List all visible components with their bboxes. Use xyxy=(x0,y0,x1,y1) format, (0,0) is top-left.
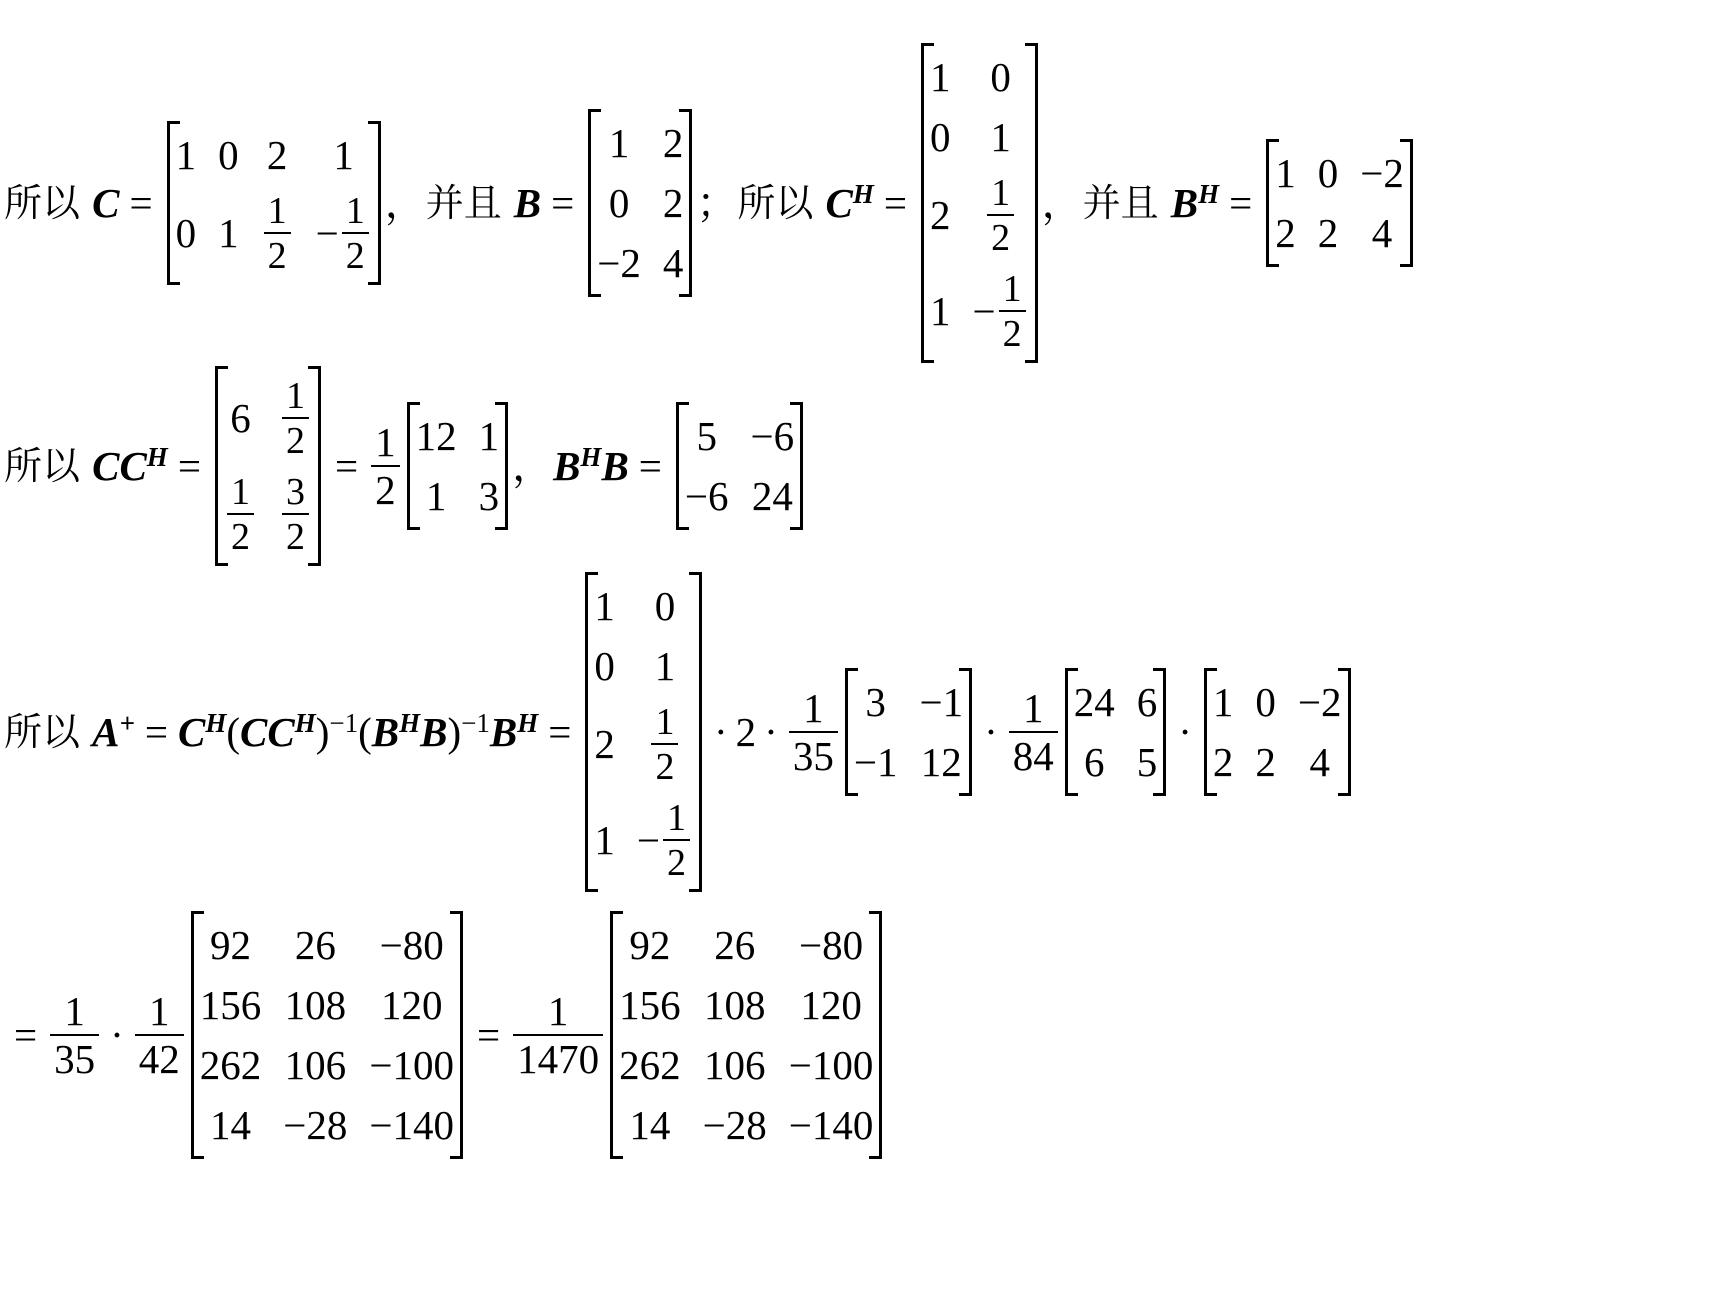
matrix-cell xyxy=(1309,738,1330,785)
minus-sign: − xyxy=(972,287,996,334)
superscript: H xyxy=(399,707,421,738)
matrix-cell xyxy=(478,412,500,459)
matrix-cell xyxy=(279,470,312,558)
matrix-cell xyxy=(662,239,684,286)
matrix-cell xyxy=(230,394,251,441)
matrix-cell xyxy=(1275,149,1296,196)
matrix-cell xyxy=(379,921,444,968)
numerator: 3 xyxy=(285,470,305,513)
matrix-entry: 12 xyxy=(415,412,457,459)
matrix-entry: 2 xyxy=(594,720,615,767)
matrix-cell xyxy=(1297,678,1342,725)
minus-sign: − xyxy=(636,816,661,863)
matrix-cell xyxy=(1212,738,1234,785)
superscript: H xyxy=(294,707,316,738)
matrix-cell xyxy=(1255,738,1276,785)
variable: $B^H$ xyxy=(489,707,539,755)
equals-sign: = xyxy=(548,708,572,755)
matrix-entry: 1 xyxy=(594,816,615,863)
matrix-cell xyxy=(619,981,681,1028)
matrix-entry: −80 xyxy=(379,921,444,968)
matrix-cell xyxy=(990,53,1011,100)
variable: $B^H$ xyxy=(371,707,421,755)
dot-operator: · xyxy=(110,1011,124,1058)
matrix-entry: 1 xyxy=(594,582,615,629)
matrix-cell xyxy=(703,981,766,1028)
denominator: 1470 xyxy=(513,1034,603,1080)
matrix-entry: 24 xyxy=(1073,678,1115,725)
matrix-cell xyxy=(984,171,1017,259)
matrix-entry: 14 xyxy=(210,1101,252,1148)
denominator: 2 xyxy=(371,465,400,511)
equals-sign: = xyxy=(144,708,168,755)
matrix-cell xyxy=(990,113,1011,160)
numerator: 1 xyxy=(375,418,396,465)
matrix-cell xyxy=(930,113,951,160)
symbol: ， xyxy=(1041,179,1083,226)
matrix xyxy=(1266,139,1413,267)
matrix-cell xyxy=(199,1041,262,1088)
matrix-cell xyxy=(619,1041,681,1088)
matrix-entry: 26 xyxy=(294,921,336,968)
matrix-entry: 156 xyxy=(199,981,262,1028)
matrix-entry: −28 xyxy=(283,1101,348,1148)
matrix-entry: −140 xyxy=(369,1101,455,1148)
matrix-cell xyxy=(210,1101,252,1148)
matrix-entry: 1 xyxy=(175,131,197,178)
equation-line-matrices-c-b xyxy=(4,53,1417,355)
matrix-cell xyxy=(648,700,681,788)
matrix-cell xyxy=(218,209,239,256)
matrix-cell xyxy=(218,131,239,178)
matrix-cell xyxy=(751,472,793,519)
superscript: −1 xyxy=(461,707,490,738)
dot-operator: · xyxy=(1178,708,1192,755)
numerator: 1 xyxy=(285,374,305,417)
denominator: 2 xyxy=(264,232,291,275)
superscript: −1 xyxy=(329,707,359,738)
matrix-entry: 2 xyxy=(266,131,288,178)
matrix-entry: 24 xyxy=(751,472,793,519)
fraction xyxy=(510,987,606,1082)
matrix-cell xyxy=(788,1101,874,1148)
matrix-entry: 92 xyxy=(629,921,671,968)
matrix-entry: −6 xyxy=(750,412,795,459)
matrix-entry: 1 xyxy=(930,53,951,100)
matrix-cell xyxy=(1073,678,1115,725)
symbol: ( xyxy=(226,708,240,755)
dot-operator: · xyxy=(764,708,778,755)
numerator: 1 xyxy=(667,796,687,839)
matrix-entry: −1 xyxy=(853,738,898,785)
matrix-entry: 2 xyxy=(1212,738,1234,785)
matrix-cell xyxy=(597,239,641,286)
matrix-entry: 1 xyxy=(478,412,500,459)
dot-operator: · xyxy=(714,708,728,755)
matrix-entry: 1 xyxy=(608,119,630,166)
matrix-entry: 120 xyxy=(380,981,443,1028)
matrix-entry: −2 xyxy=(1360,149,1404,196)
matrix-entry: 2 xyxy=(1255,738,1276,785)
matrix xyxy=(215,366,321,566)
matrix xyxy=(610,911,882,1159)
numerator: 1 xyxy=(267,189,287,232)
denominator: 2 xyxy=(282,417,309,460)
matrix-cell xyxy=(266,131,288,178)
matrix xyxy=(845,668,972,796)
matrix-cell xyxy=(930,53,951,100)
matrix xyxy=(167,121,381,285)
matrix-entry: 12 xyxy=(920,738,962,785)
matrix-cell xyxy=(1083,738,1105,785)
matrix xyxy=(1065,668,1167,796)
variable: $CC^H$ xyxy=(92,441,168,489)
equals-sign: = xyxy=(334,442,359,489)
matrix-entry: 262 xyxy=(619,1041,681,1088)
matrix xyxy=(1204,668,1351,796)
matrix-entry: 0 xyxy=(990,53,1011,100)
matrix-cell xyxy=(1255,678,1276,725)
matrix-cell xyxy=(283,1101,348,1148)
matrix-entry: 106 xyxy=(284,1041,347,1088)
matrix-cell xyxy=(799,921,864,968)
matrix-entry: 108 xyxy=(703,981,766,1028)
matrix-cell xyxy=(425,472,447,519)
superscript: + xyxy=(119,707,135,738)
label-text: 所以 xyxy=(4,181,93,225)
matrix-entry: 262 xyxy=(199,1041,262,1088)
matrix-entry: 6 xyxy=(230,394,251,441)
numerator: 1 xyxy=(547,987,569,1034)
numerator: 1 xyxy=(1002,267,1022,310)
matrix-cell xyxy=(654,642,676,689)
matrix-entry: 0 xyxy=(1317,149,1339,196)
matrix-cell xyxy=(478,472,500,519)
matrix-entry: 1 xyxy=(930,287,951,334)
matrix xyxy=(921,43,1038,363)
matrix-cell xyxy=(608,119,630,166)
symbol: )$^{-1}$ xyxy=(315,707,359,755)
numerator: 1 xyxy=(991,171,1011,214)
matrix-entry: 0 xyxy=(218,131,239,178)
matrix-entry: 26 xyxy=(714,921,756,968)
equation-line-products xyxy=(4,374,807,558)
matrix-entry: 108 xyxy=(284,981,347,1028)
matrix-cell xyxy=(629,1101,671,1148)
numerator: 1 xyxy=(230,470,250,513)
matrix-cell xyxy=(369,1101,455,1148)
matrix-cell xyxy=(930,191,951,238)
matrix-cell xyxy=(594,582,615,629)
matrix-cell xyxy=(703,1041,766,1088)
denominator: 2 xyxy=(227,513,254,556)
matrix-entry: 3 xyxy=(865,678,886,725)
superscript: H xyxy=(205,707,227,738)
matrix-entry: 0 xyxy=(1255,678,1276,725)
matrix-entry: −6 xyxy=(684,472,729,519)
variable: B xyxy=(601,442,629,489)
matrix-cell xyxy=(380,981,443,1028)
denominator: 42 xyxy=(135,1034,184,1080)
matrix-entry: −80 xyxy=(799,921,864,968)
matrix-cell xyxy=(1212,678,1234,725)
numerator: 1 xyxy=(64,987,85,1034)
matrix-cell xyxy=(261,189,294,277)
matrix xyxy=(585,572,702,892)
denominator: 84 xyxy=(1009,731,1058,777)
fraction xyxy=(648,700,681,788)
matrix-cell xyxy=(714,921,756,968)
matrix-entry: 1 xyxy=(425,472,447,519)
variable: B xyxy=(420,708,448,755)
superscript: H xyxy=(146,441,168,472)
matrix-cell xyxy=(662,119,684,166)
symbol: )$^{-1}$ xyxy=(447,707,490,755)
matrix-cell xyxy=(284,981,347,1028)
matrix-entry: −28 xyxy=(702,1101,767,1148)
symbol: 2 xyxy=(735,708,757,755)
label-text: 所以 xyxy=(737,181,826,225)
matrix-entry: 1 xyxy=(990,113,1011,160)
matrix-entry: −2 xyxy=(1297,678,1342,725)
fraction xyxy=(984,171,1017,259)
equation-line-pseudoinverse xyxy=(4,582,1355,884)
matrix-entry: 0 xyxy=(608,179,630,226)
equals-sign: = xyxy=(638,442,662,489)
matrix-entry: 5 xyxy=(1136,738,1158,785)
matrix-entry: 4 xyxy=(1309,738,1330,785)
equation-line-result xyxy=(4,910,886,1160)
superscript: H xyxy=(1198,178,1220,209)
matrix-cell xyxy=(279,374,312,462)
matrix-entry: −2 xyxy=(597,239,641,286)
matrix-entry: 0 xyxy=(930,113,951,160)
label-text: 所以 xyxy=(4,444,93,488)
matrix-cell xyxy=(1317,149,1339,196)
matrix-entry: −140 xyxy=(788,1101,874,1148)
numerator: 1 xyxy=(803,684,824,731)
fraction xyxy=(368,418,403,513)
matrix-entry: 14 xyxy=(629,1101,671,1148)
numerator: 1 xyxy=(1022,684,1044,731)
variable: $CC^H$ xyxy=(240,707,316,755)
matrix-entry: 120 xyxy=(800,981,862,1028)
matrix-entry: 4 xyxy=(1371,209,1393,256)
fraction xyxy=(279,374,312,462)
matrix-entry: 2 xyxy=(930,191,951,238)
matrix-cell xyxy=(294,921,336,968)
matrix-cell xyxy=(696,412,717,459)
denominator: 2 xyxy=(987,214,1014,257)
variable: $C^H$ xyxy=(177,707,227,755)
variable: $B^H$ xyxy=(1170,178,1220,226)
equals-sign: = xyxy=(14,1011,38,1058)
matrix-cell xyxy=(629,921,671,968)
matrix xyxy=(191,911,463,1159)
matrix-cell xyxy=(415,412,457,459)
matrix-cell xyxy=(594,816,615,863)
matrix-cell xyxy=(920,738,962,785)
matrix-entry: 1 xyxy=(1275,149,1296,196)
variable: C xyxy=(92,179,120,226)
variable: B xyxy=(513,179,542,226)
matrix-cell xyxy=(919,678,964,725)
matrix-entry: 6 xyxy=(1083,738,1105,785)
matrix-cell xyxy=(1317,209,1339,256)
matrix-entry: 5 xyxy=(696,412,717,459)
matrix-entry: 0 xyxy=(175,209,197,256)
equals-sign: = xyxy=(883,179,907,226)
matrix-cell xyxy=(315,189,372,277)
superscript: H xyxy=(517,707,539,738)
fraction xyxy=(786,684,841,779)
numerator: 1 xyxy=(149,987,170,1034)
label-text: 并且 xyxy=(425,181,514,225)
matrix-entry: −1 xyxy=(919,678,964,725)
denominator: 2 xyxy=(342,232,369,275)
denominator: 2 xyxy=(651,743,678,786)
matrix-cell xyxy=(684,472,729,519)
matrix-entry: 1 xyxy=(654,642,676,689)
denominator: 35 xyxy=(50,1034,99,1080)
fraction xyxy=(279,470,312,558)
matrix-entry: 1 xyxy=(333,131,354,178)
fraction xyxy=(1006,684,1061,779)
matrix xyxy=(676,402,803,530)
fraction xyxy=(132,987,187,1082)
matrix-cell xyxy=(1136,678,1158,725)
variable: A+ xyxy=(92,707,135,755)
symbol: ， xyxy=(384,179,426,226)
matrix-entry: 1 xyxy=(1212,678,1234,725)
matrix-cell xyxy=(788,1041,874,1088)
label-text: 所以 xyxy=(4,710,93,754)
matrix-cell xyxy=(175,209,197,256)
matrix-entry: 2 xyxy=(1275,209,1296,256)
matrix-cell xyxy=(1136,738,1158,785)
equals-sign: = xyxy=(129,179,153,226)
matrix-cell xyxy=(1371,209,1393,256)
matrix-cell xyxy=(369,1041,455,1088)
variable: $C^H$ xyxy=(825,178,874,226)
numerator: 1 xyxy=(655,700,675,743)
matrix-entry: 156 xyxy=(619,981,681,1028)
matrix-cell xyxy=(930,287,951,334)
denominator: 2 xyxy=(999,310,1026,353)
matrix-cell xyxy=(750,412,795,459)
matrix-cell xyxy=(594,720,615,767)
fraction xyxy=(224,470,257,558)
symbol: ， xyxy=(512,442,554,489)
matrix-cell xyxy=(1360,149,1404,196)
matrix-entry: −100 xyxy=(788,1041,874,1088)
matrix-cell xyxy=(702,1101,767,1148)
matrix-cell xyxy=(972,267,1029,355)
matrix-cell xyxy=(662,179,684,226)
equals-sign: = xyxy=(1229,179,1253,226)
matrix-cell xyxy=(636,796,693,884)
label-text: 并且 xyxy=(1082,181,1171,225)
equals-sign: = xyxy=(551,179,575,226)
matrix-cell xyxy=(210,921,252,968)
equals-sign: = xyxy=(477,1011,501,1058)
denominator: 35 xyxy=(789,731,838,777)
minus-sign: − xyxy=(315,209,339,256)
numerator: 1 xyxy=(345,189,365,232)
dot-operator: · xyxy=(984,708,998,755)
matrix-cell xyxy=(333,131,354,178)
matrix-cell xyxy=(224,470,257,558)
matrix-cell xyxy=(199,981,262,1028)
matrix-entry: 0 xyxy=(654,582,676,629)
matrix-entry: 2 xyxy=(662,119,684,166)
matrix-cell xyxy=(284,1041,347,1088)
fraction xyxy=(315,189,372,277)
fraction xyxy=(47,987,102,1082)
matrix-entry: 2 xyxy=(1317,209,1339,256)
fraction xyxy=(636,796,693,884)
matrix-entry: 92 xyxy=(210,921,252,968)
symbol: ； xyxy=(696,179,738,226)
matrix xyxy=(588,109,692,297)
matrix-cell xyxy=(853,738,898,785)
equals-sign: = xyxy=(177,442,201,489)
matrix-cell xyxy=(865,678,886,725)
superscript: H xyxy=(852,178,874,209)
denominator: 2 xyxy=(282,513,309,556)
matrix-entry: 2 xyxy=(662,179,684,226)
matrix-entry: 0 xyxy=(594,642,615,689)
matrix-entry: −100 xyxy=(369,1041,455,1088)
superscript: H xyxy=(580,441,602,472)
matrix xyxy=(407,402,509,530)
matrix-entry: 1 xyxy=(218,209,239,256)
matrix-entry: 6 xyxy=(1136,678,1158,725)
symbol: ( xyxy=(358,708,372,755)
matrix-cell xyxy=(608,179,630,226)
matrix-cell xyxy=(654,582,676,629)
matrix-entry: 106 xyxy=(703,1041,766,1088)
variable: $B^H$ xyxy=(553,441,602,489)
matrix-entry: 3 xyxy=(478,472,500,519)
matrix-cell xyxy=(1275,209,1296,256)
matrix-cell xyxy=(175,131,197,178)
fraction xyxy=(261,189,294,277)
matrix-cell xyxy=(594,642,615,689)
fraction xyxy=(972,267,1029,355)
matrix-entry: 4 xyxy=(662,239,684,286)
matrix-cell xyxy=(800,981,862,1028)
denominator: 2 xyxy=(663,839,690,882)
